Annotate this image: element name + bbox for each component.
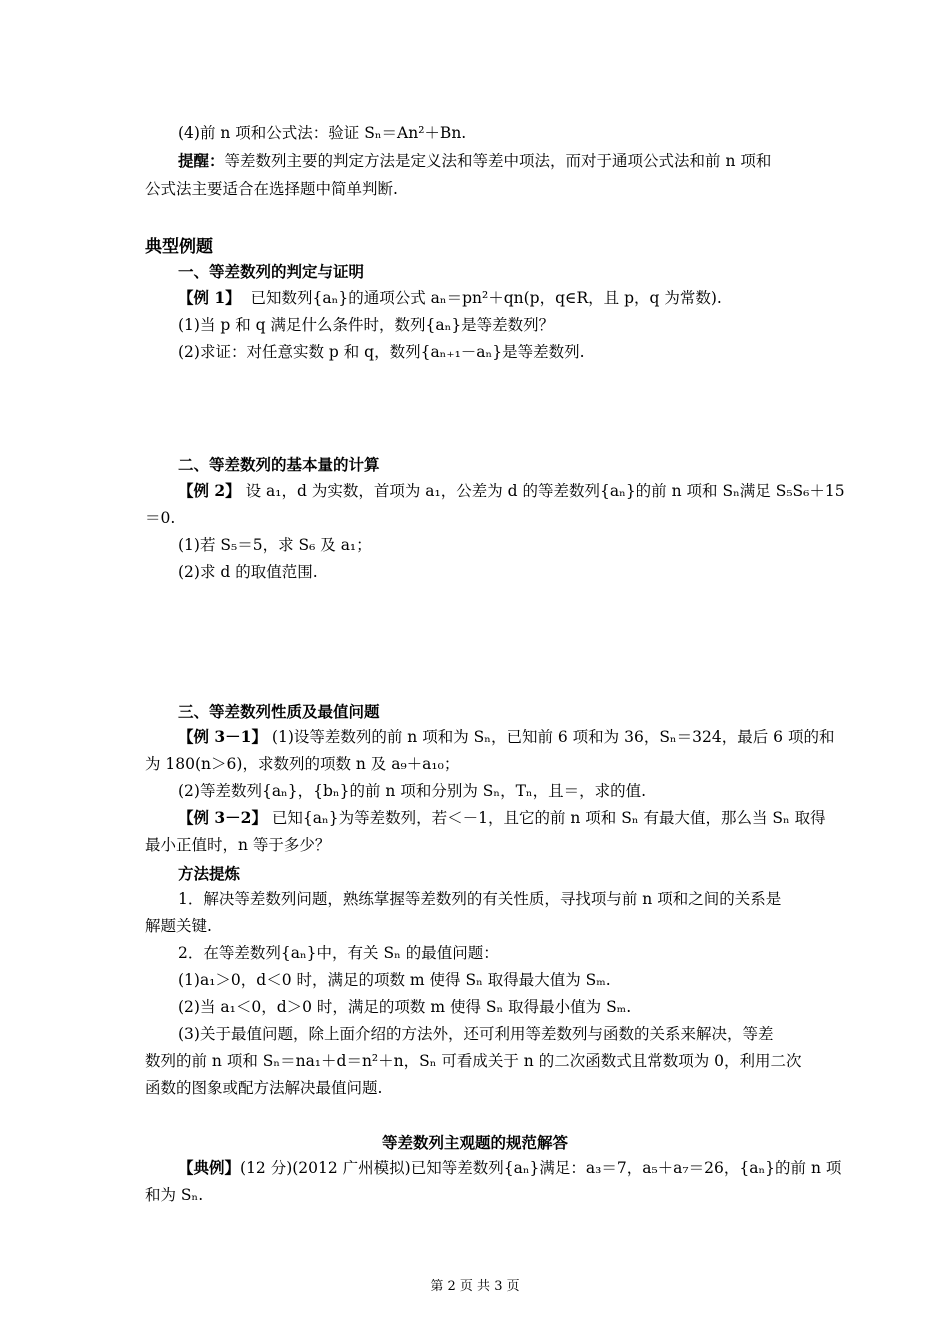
s4-example-cont: 和为 Sₙ. (145, 1186, 204, 1204)
method-title: 方法提炼 (178, 864, 241, 883)
method-5: (3)关于最值问题，除上面介绍的方法外，还可利用等差数列与函数的关系来解决，等差 (178, 1025, 774, 1043)
s2-q2: (2)求 d 的取值范围. (178, 563, 318, 581)
s1-title: 一、等差数列的判定与证明 (178, 262, 365, 281)
s3-example-1: 【例 3－1】 (1)设等差数列的前 n 项和为 Sₙ，已知前 6 项和为 36，Sₙ＝324，最后 6 项的和 (178, 727, 835, 746)
s3-example-1-q2: (2)等差数列{aₙ}，{bₙ}的前 n 项和分别为 Sₙ，Tₙ，且＝，求的值. (178, 782, 647, 800)
s1-q1: (1)当 p 和 q 满足什么条件时，数列{aₙ}是等差数列？ (178, 316, 555, 334)
method-4: (2)当 a₁＜0，d＞0 时，满足的项数 m 使得 Sₙ 取得最小值为 Sₘ. (178, 998, 632, 1016)
top-line-2: 提醒：等差数列主要的判定方法是定义法和等差中项法，而对于通项公式法和前 n 项和 (178, 151, 772, 170)
top-line-3: 公式法主要适合在选择题中简单判断. (145, 180, 398, 198)
s1-q2: (2)求证：对任意实数 p 和 q，数列{aₙ₊₁－aₙ}是等差数列. (178, 343, 585, 361)
method-1: 1．解决等差数列问题，熟练掌握等差数列的有关性质，寻找项与前 n 项和之间的关系是 (178, 890, 782, 908)
s3-example-2-cont: 最小正值时，n 等于多少？ (145, 836, 331, 854)
method-1-cont: 解题关键. (145, 917, 212, 935)
reminder-label: 提醒： (178, 151, 225, 170)
method-3: (1)a₁＞0，d＜0 时，满足的项数 m 使得 Sₙ 取得最大值为 Sₘ. (178, 971, 611, 989)
s1-example: 【例 1】 已知数列{aₙ}的通项公式 aₙ＝pn²＋qn(p，q∈R，且 p，q 为常数). (178, 288, 722, 307)
s2-example-cont: ＝0. (145, 509, 176, 527)
s3-title: 三、等差数列性质及最值问题 (178, 702, 380, 721)
method-5-cont: 数列的前 n 项和 Sₙ＝na₁＋d＝n²＋n，Sₙ 可看成关于 n 的二次函数式且常数项为 0，利用二次 (145, 1052, 802, 1070)
s4-title: 等差数列主观题的规范解答 (381, 1133, 568, 1152)
top-line-1: (4)前 n 项和公式法：验证 Sₙ＝An²＋Bn. (178, 124, 467, 142)
s2-title: 二、等差数列的基本量的计算 (178, 455, 380, 474)
method-5-cont2: 函数的图象或配方法解决最值问题. (145, 1079, 383, 1097)
method-2: 2．在等差数列{aₙ}中，有关 Sₙ 的最值问题： (178, 944, 499, 962)
section-title: 典型例题 (145, 237, 213, 257)
s2-example: 【例 2】 设 a₁，d 为实数，首项为 a₁，公差为 d 的等差数列{aₙ}的前 n 项和 Sₙ满足 S₅S₆＋15 (178, 481, 845, 500)
s4-example: 【典例】(12 分)(2012 广州模拟)已知等差数列{aₙ}满足：a₃＝7，a₅＋a₇＝26，{aₙ}的前 n 项 (178, 1158, 842, 1177)
s3-example-1-cont: 为 180(n＞6)，求数列的项数 n 及 a₉＋a₁₀； (145, 755, 460, 773)
s2-q1: (1)若 S₅＝5，求 S₆ 及 a₁； (178, 536, 372, 554)
s3-example-2: 【例 3－2】 已知{aₙ}为等差数列，若＜－1，且它的前 n 项和 Sₙ 有最大值，那么当 Sₙ 取得 (178, 808, 826, 827)
page-footer: 第 2 页 共 3 页 (430, 1279, 520, 1294)
